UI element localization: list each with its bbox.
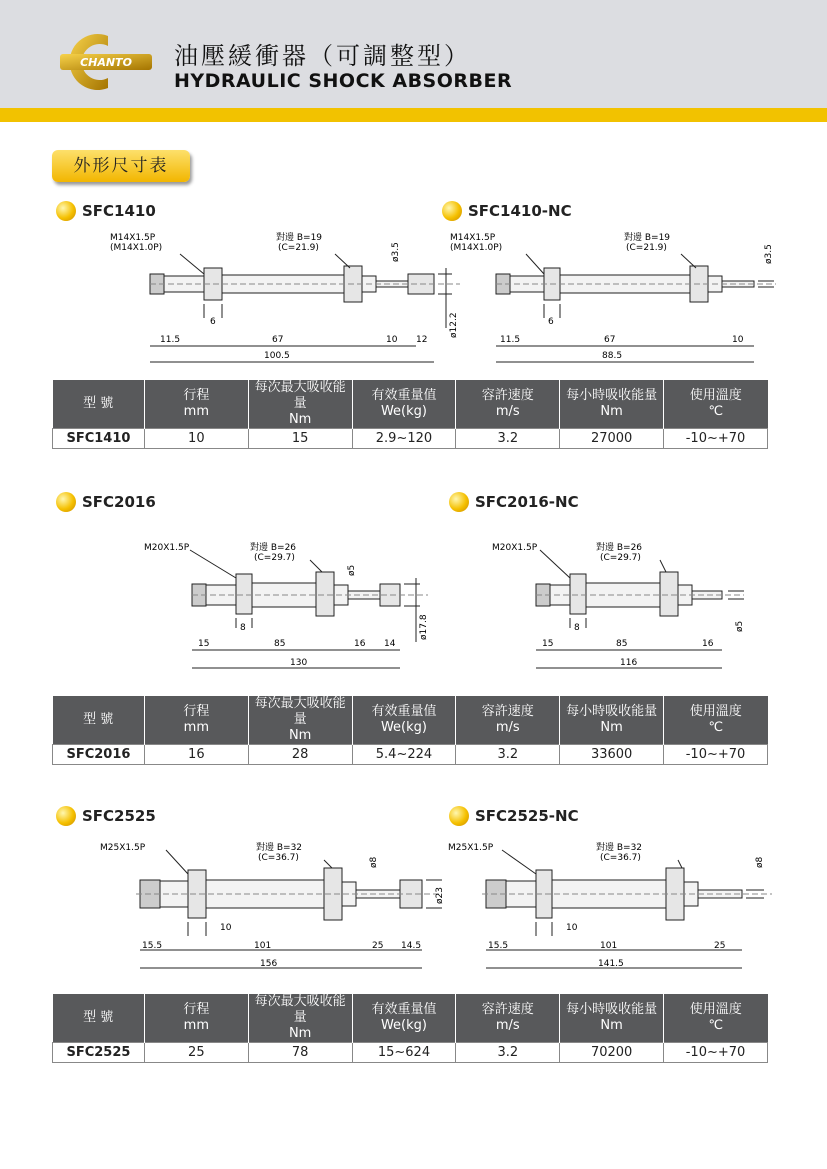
col-header: 容許速度 m/s [456,994,560,1043]
rod-diameter: ø8 [369,856,379,868]
hex-label-alt: (C=36.7) [600,853,641,863]
dim-label: 130 [290,658,308,668]
spec-table-sfc2016 [52,696,768,765]
model-heading: SFC1410 [56,201,156,221]
badge-label: 外形尺寸表 [73,156,169,176]
dim-label: 67 [272,335,284,345]
dim-label: 10 [220,923,232,933]
dim-label: 14.5 [401,941,422,951]
table-row: SFC2525 25 78 15~624 3.2 70200 -10~+70 [53,1043,768,1063]
dim-label: 101 [600,941,618,951]
col-header: 使用溫度 ℃ [664,696,768,745]
table-row: SFC2016 16 28 5.4~224 3.2 33600 -10~+70 [53,745,768,765]
bullet-icon [449,806,469,826]
col-header: 型 號 [53,380,145,429]
page-title-en: HYDRAULIC SHOCK ABSORBER [174,70,513,92]
col-header: 每次最大吸收能量 Nm [248,994,352,1043]
rod-diameter: ø3.5 [764,244,774,264]
hex-label: 對邊 B=26 [596,543,643,553]
model-heading: SFC2016-NC [449,492,579,512]
dim-label: 116 [620,658,638,668]
hex-label: 對邊 B=32 [596,843,643,853]
dim-label: 15.5 [142,941,163,951]
bullet-icon [449,492,469,512]
spec-table-sfc1410 [52,380,768,449]
model-heading: SFC2525 [56,806,156,826]
dim-label: 16 [354,639,366,649]
svg-text:CHANTO: CHANTO [80,56,132,69]
col-header: 行程 mm [144,380,248,429]
drawing-sfc2016 [130,538,440,678]
hex-label-alt: (C=21.9) [626,243,667,253]
spec-table-sfc2525 [52,994,768,1063]
col-header: 使用溫度 ℃ [664,994,768,1043]
dim-label: 25 [714,941,726,951]
thread-label: M14X1.5P [110,233,156,243]
rod-diameter: ø5 [735,620,745,632]
hex-label-alt: (C=29.7) [254,553,295,563]
drawing-sfc2016-nc [480,538,780,678]
header-accent-bar [0,108,827,122]
dim-label: 15.5 [488,941,509,951]
dim-label: 88.5 [602,351,623,361]
dim-label: 85 [274,639,286,649]
dim-label: 156 [260,959,278,969]
bullet-icon [56,492,76,512]
dim-label: 85 [616,639,628,649]
col-header: 行程 mm [144,994,248,1043]
dim-label: 11.5 [160,335,181,345]
thread-label: M20X1.5P [144,543,190,553]
model-heading: SFC2016 [56,492,156,512]
dim-label: 141.5 [598,959,624,969]
col-header: 容許速度 m/s [456,380,560,429]
thread-label: M25X1.5P [100,843,146,853]
drawing-sfc1410-nc [446,228,786,368]
col-header: 每小時吸收能量 Nm [560,994,664,1043]
dim-label: 101 [254,941,272,951]
hex-label: 對邊 B=32 [256,843,303,853]
thread-label-alt: (M14X1.0P) [450,243,503,253]
col-header: 型 號 [53,994,145,1043]
thread-label: M20X1.5P [492,543,538,553]
hex-label: 對邊 B=19 [276,233,323,243]
dim-label: 15 [542,639,554,649]
drawing-sfc2525-nc [442,838,782,978]
cap-diameter: ø23 [435,887,445,904]
page-title-cn: 油壓緩衝器（可調整型） [174,42,471,70]
dim-label: 10 [566,923,578,933]
hex-label: 對邊 B=26 [250,543,297,553]
drawing-sfc1410 [100,228,460,368]
col-header: 容許速度 m/s [456,696,560,745]
dim-label: 67 [604,335,616,345]
dim-label: 8 [574,623,580,633]
col-header: 行程 mm [144,696,248,745]
drawing-sfc2525 [96,838,456,978]
dim-label: 14 [384,639,396,649]
col-header: 有效重量值 We(kg) [352,380,456,429]
rod-diameter: ø8 [755,856,765,868]
col-header: 使用溫度 ℃ [664,380,768,429]
dim-label: 6 [210,317,216,327]
col-header: 每小時吸收能量 Nm [560,380,664,429]
dim-label: 10 [386,335,398,345]
dim-label: 6 [548,317,554,327]
col-header: 有效重量值 We(kg) [352,994,456,1043]
dim-label: 25 [372,941,384,951]
cap-diameter: ø17.8 [419,614,429,640]
dim-label: 100.5 [264,351,290,361]
hex-label-alt: (C=29.7) [600,553,641,563]
section-badge [52,150,190,182]
bullet-icon [56,201,76,221]
col-header: 有效重量值 We(kg) [352,696,456,745]
rod-diameter: ø3.5 [391,242,401,262]
thread-label: M25X1.5P [448,843,494,853]
hex-label-alt: (C=36.7) [258,853,299,863]
hex-label-alt: (C=21.9) [278,243,319,253]
hex-label: 對邊 B=19 [624,233,671,243]
thread-label: M14X1.5P [450,233,496,243]
bullet-icon [442,201,462,221]
chanto-logo [50,30,160,94]
cap-diameter: ø12.2 [449,312,459,338]
model-heading: SFC2525-NC [449,806,579,826]
dim-label: 10 [732,335,744,345]
col-header: 型 號 [53,696,145,745]
col-header: 每次最大吸收能量 Nm [248,696,352,745]
model-heading: SFC1410-NC [442,201,572,221]
dim-label: 15 [198,639,210,649]
table-row: SFC1410 10 15 2.9~120 3.2 27000 -10~+70 [53,429,768,449]
rod-diameter: ø5 [347,564,357,576]
col-header: 每次最大吸收能量 Nm [248,380,352,429]
bullet-icon [56,806,76,826]
thread-label-alt: (M14X1.0P) [110,243,163,253]
dim-label: 16 [702,639,714,649]
dim-label: 8 [240,623,246,633]
dim-label: 12 [416,335,428,345]
dim-label: 11.5 [500,335,521,345]
col-header: 每小時吸收能量 Nm [560,696,664,745]
